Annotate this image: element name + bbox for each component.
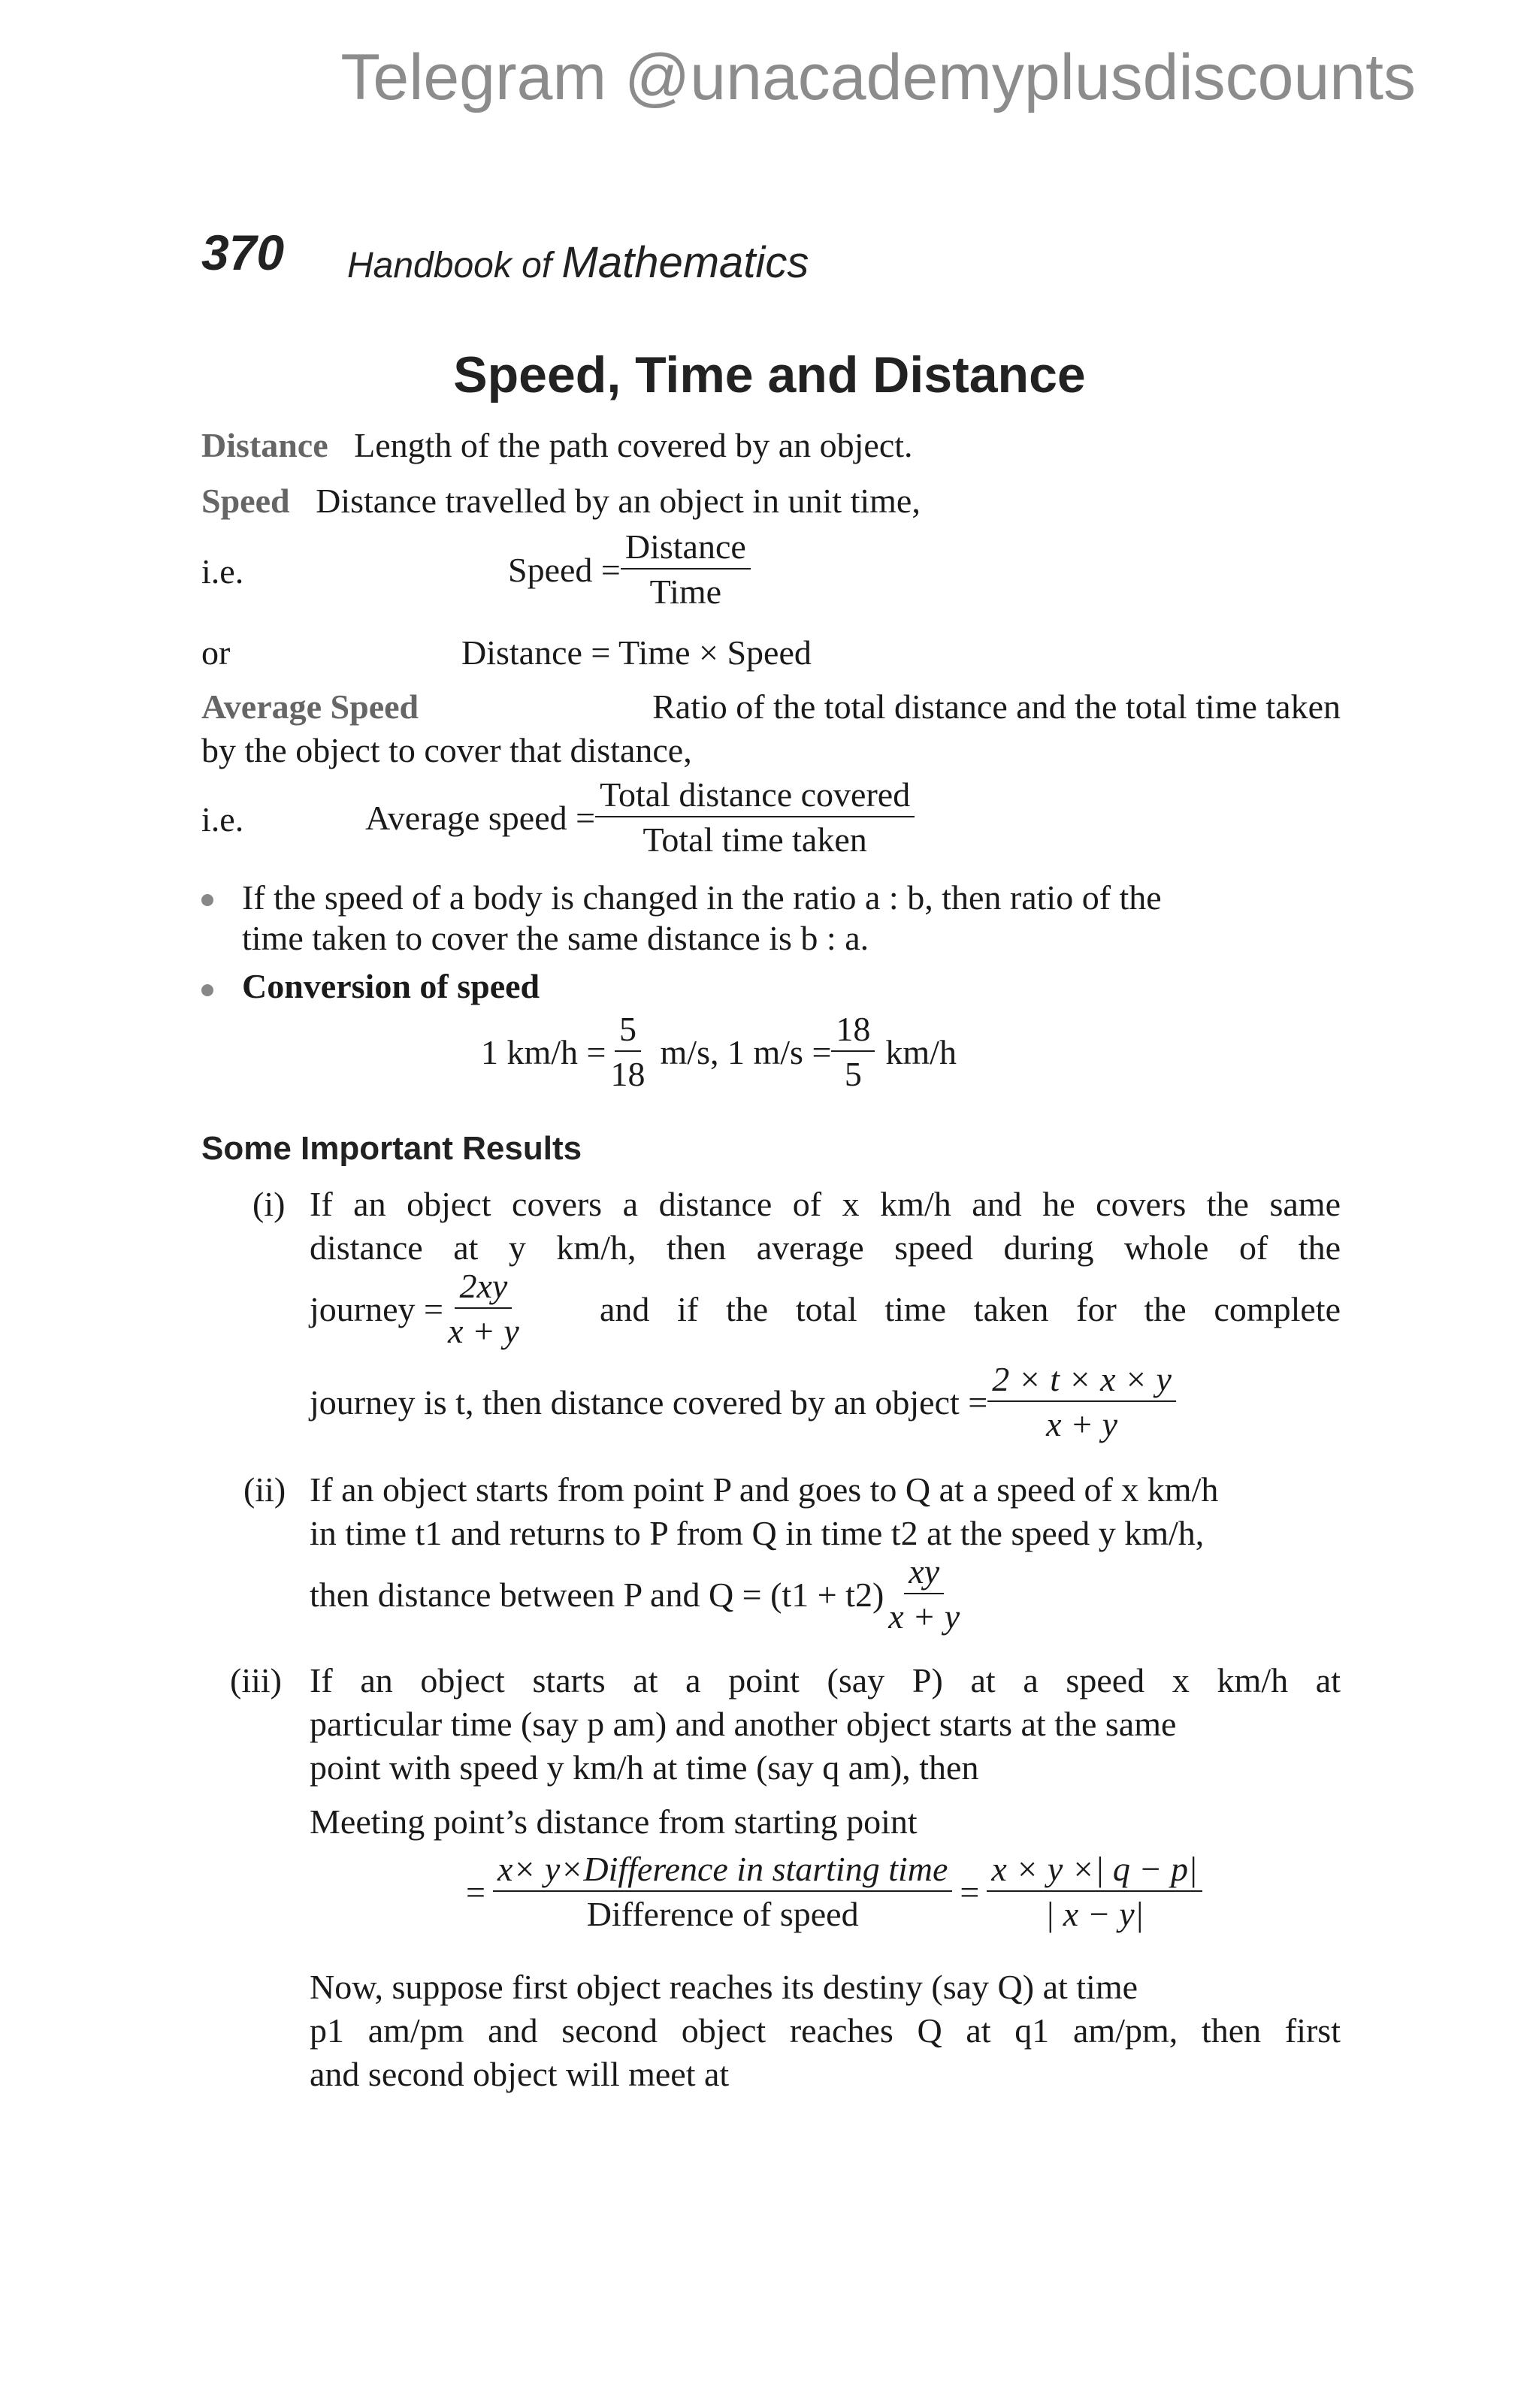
distance-formula: Distance = Time × Speed <box>461 633 812 672</box>
meeting-eq2: = <box>960 1872 980 1911</box>
result1-line2: distance at y km/h, then average speed during whole of the <box>310 1228 1341 1267</box>
speed-formula <box>508 527 751 612</box>
conversion-fraction1-num: 5 <box>615 1010 641 1052</box>
conversion-fraction2-num: 18 <box>831 1010 875 1052</box>
average-speed-definition <box>201 685 1341 729</box>
meeting-point-formula <box>466 1850 1202 1934</box>
conversion-fraction1-den: 18 <box>610 1055 646 1093</box>
conversion-heading: Conversion of speed <box>242 967 540 1005</box>
average-fraction-numerator: Total distance covered <box>595 775 915 817</box>
conversion-fraction2 <box>831 1010 875 1094</box>
meeting-fraction1-num: x× y×Difference in starting time <box>493 1850 952 1892</box>
result2-fraction-num: xy <box>904 1552 944 1594</box>
result3-line7: and second object will meet at <box>310 2055 730 2093</box>
average-speed-formula <box>365 775 915 860</box>
result1-journey: journey = <box>310 1289 443 1328</box>
result2-fraction <box>884 1552 964 1636</box>
result3-line4: Meeting point’s distance from starting point <box>310 1802 918 1841</box>
average-fraction <box>595 775 915 860</box>
result3-line6: p1 am/pm and second object reaches Q at q1 am/pm, then first <box>310 2011 1341 2050</box>
page-number: 370 <box>201 225 285 280</box>
result3-line3: point with speed y km/h at time (say q am), then <box>310 1748 979 1787</box>
speed-fraction-numerator: Distance <box>621 527 751 570</box>
results-heading: Some Important Results <box>201 1130 582 1167</box>
watermark: Telegram @unacademyplusdiscounts <box>340 41 1416 113</box>
book-title-part2: Mathematics <box>561 238 809 287</box>
speed-formula-prefix: i.e. <box>201 552 244 591</box>
conversion-formula <box>481 1010 957 1094</box>
result1-fraction2-num: 2 × t × x × y <box>987 1360 1176 1402</box>
result1-fraction2-den: x + y <box>1046 1405 1118 1443</box>
average-fraction-denominator: Total time taken <box>643 820 867 859</box>
meeting-fraction2-den: | x − y| <box>1045 1895 1144 1933</box>
result1-line4-text: journey is t, then distance covered by an object = <box>310 1382 988 1422</box>
average-formula-lhs: Average speed = <box>365 798 596 837</box>
bullet-conversion <box>201 984 213 996</box>
distance-formula-prefix: or <box>201 633 231 672</box>
meeting-fraction2 <box>987 1850 1202 1934</box>
result1-fraction <box>443 1267 524 1351</box>
meeting-eq1: = <box>466 1872 485 1911</box>
result1-label: (i) <box>252 1185 286 1223</box>
ratio-line1: If the speed of a body is changed in the ratio a : b, then ratio of the <box>242 878 1162 917</box>
average-speed-text-line1: Ratio of the total distance and the total time taken <box>652 687 1341 726</box>
result3-line1: If an object starts at a point (say P) at a speed x km/h at <box>310 1661 1341 1699</box>
conversion-fraction2-den: 5 <box>844 1055 862 1093</box>
conversion-tail: km/h <box>885 1032 957 1071</box>
result2-line3 <box>310 1552 964 1636</box>
conversion-mid: m/s, 1 m/s = <box>660 1032 832 1071</box>
distance-text: Length of the path covered by an object. <box>354 426 913 464</box>
average-formula-prefix: i.e. <box>201 800 244 838</box>
speed-fraction-denominator: Time <box>649 573 722 611</box>
result1-line1: If an object covers a distance of x km/h and he covers the same <box>310 1185 1341 1223</box>
result2-line3-text: then distance between P and Q = (t1 + t2) <box>310 1575 884 1614</box>
speed-term: Speed <box>201 482 290 520</box>
speed-fraction <box>621 527 751 612</box>
result3-label: (iii) <box>230 1661 282 1699</box>
speed-formula-lhs: Speed = <box>508 550 621 589</box>
meeting-fraction1 <box>493 1850 952 1934</box>
result1-fraction-num: 2xy <box>455 1267 512 1309</box>
average-speed-text-line2: by the object to cover that distance, <box>201 731 692 769</box>
result2-fraction-den: x + y <box>888 1597 960 1636</box>
bullet-ratio <box>201 894 213 906</box>
result2-label: (ii) <box>243 1470 286 1509</box>
conversion-lhs1: 1 km/h = <box>481 1032 606 1071</box>
result3-line5: Now, suppose first object reaches its destiny (say Q) at time <box>310 1968 1138 2006</box>
book-title <box>347 237 809 288</box>
distance-term: Distance <box>201 426 328 464</box>
result1-line4 <box>310 1360 1176 1444</box>
conversion-fraction1 <box>606 1010 650 1094</box>
result3-line2: particular time (say p am) and another object starts at the same <box>310 1705 1177 1743</box>
speed-definition <box>201 479 921 523</box>
speed-text: Distance travelled by an object in unit time, <box>316 482 921 520</box>
distance-definition <box>201 424 913 467</box>
result1-fraction2 <box>987 1360 1176 1444</box>
meeting-fraction2-num: x × y ×| q − p| <box>987 1850 1202 1892</box>
result2-line1: If an object starts from point P and goes to Q at a speed of x km/h <box>310 1470 1219 1509</box>
result2-line2: in time t1 and returns to P from Q in time t2 at the speed y km/h, <box>310 1514 1205 1552</box>
result1-line3-tail: and if the total time taken for the complete <box>600 1289 1341 1328</box>
meeting-fraction1-den: Difference of speed <box>586 1895 859 1933</box>
book-title-part1: Handbook of <box>347 246 562 286</box>
ratio-line2: time taken to cover the same distance is b : a. <box>242 919 869 957</box>
chapter-title: Speed, Time and Distance <box>453 346 1086 403</box>
average-speed-term: Average Speed <box>201 687 419 726</box>
result1-fraction-den: x + y <box>447 1312 519 1350</box>
result1-line3 <box>310 1267 1341 1351</box>
